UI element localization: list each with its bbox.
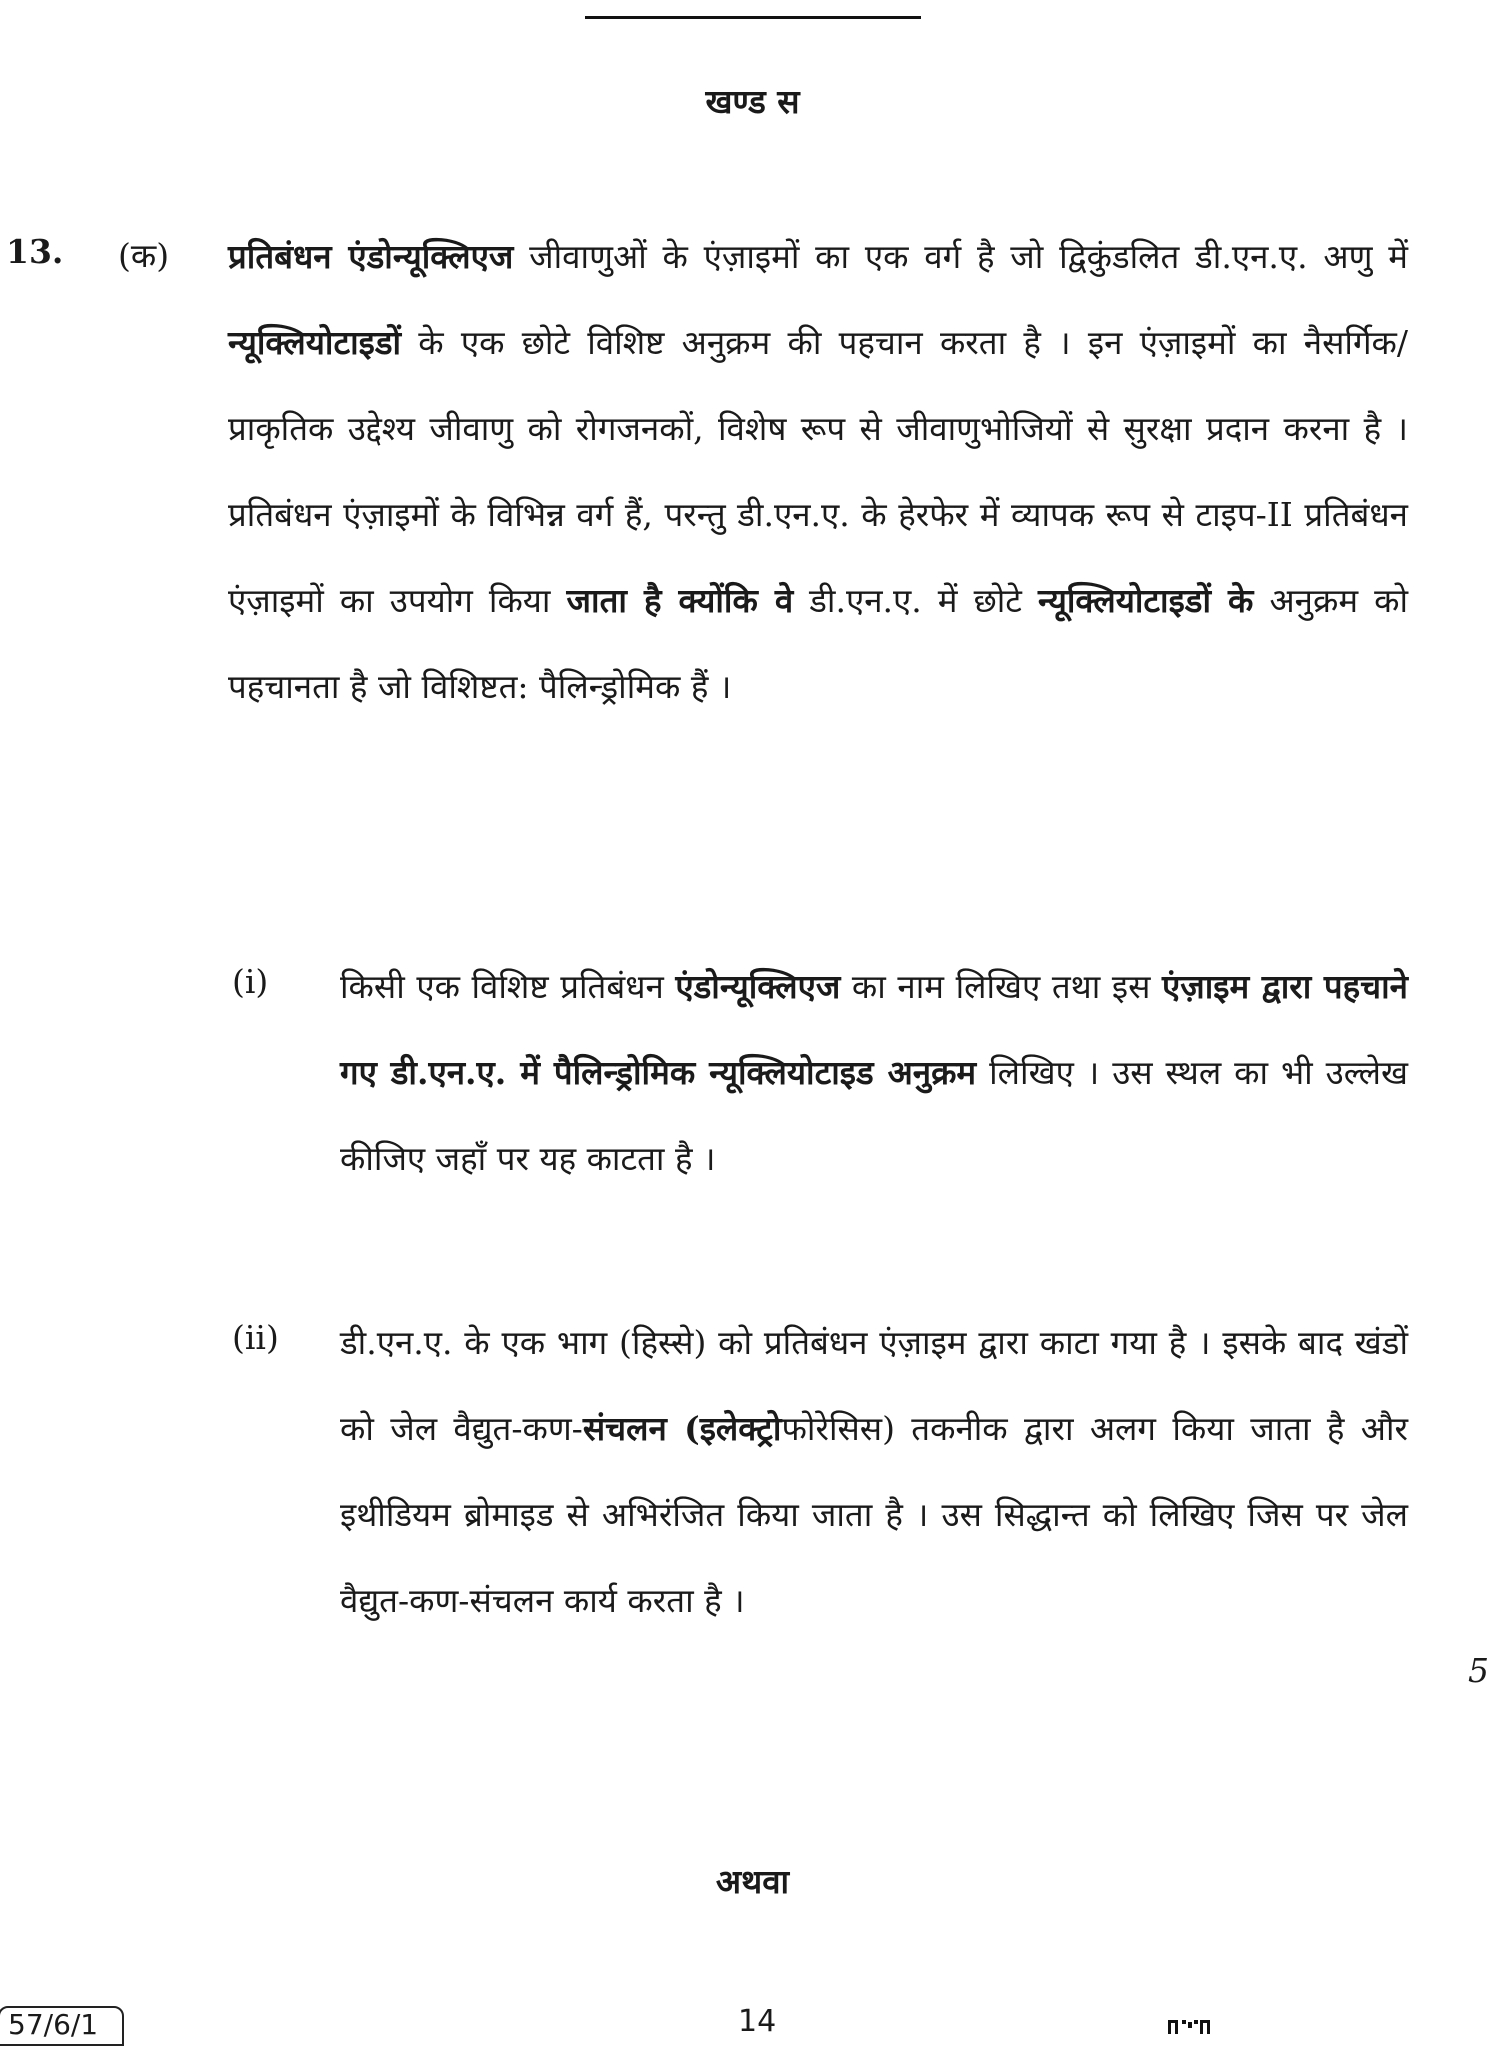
text-segment: लिखिए । उस स्थल का भी उल्लेख कीजिए जहाँ पर यह काटता है ।	[340, 1053, 1408, 1178]
paper-code-tab: 57/6/1	[0, 2006, 124, 2046]
text-segment: अनुक्रम को पहचानता है जो विशिष्टत: पैलिन्ड्रोमिक हैं ।	[228, 581, 1409, 706]
or-heading: अथवा	[715, 1862, 790, 1901]
top-rule-divider	[585, 16, 921, 19]
text-segment: का नाम लिखिए तथा इस	[840, 967, 1162, 1006]
text-segment: फोरेसिस) तकनीक द्वारा अलग किया जाता है और इथीडियम ब्रोमाइड से अभिरंजित किया जाता है । उस सिद्धान्त को लिखिए जिस पर जेल वैद्युत-कण-संचलन कार्य करता है ।	[340, 1409, 1408, 1620]
subquestion-i-text	[340, 944, 1408, 1202]
question-marks: 5	[1468, 1651, 1489, 1690]
text-segment: किसी एक विशिष्ट प्रतिबंधन	[340, 967, 676, 1006]
text-segment: जाता है क्योंकि वे	[566, 581, 794, 620]
question-part-label: (क)	[118, 236, 170, 275]
section-title: खण्ड स	[705, 82, 800, 121]
subquestion-ii-label: (ii)	[232, 1318, 279, 1357]
text-segment: डी.एन.ए. के एक भाग (हिस्से) को प्रतिबंधन एंज़ाइम द्वारा काटा गया है । इसके बाद खंडों को जेल वैद्युत-कण-	[340, 1323, 1408, 1448]
text-segment: जीवाणुओं के एंज़ाइमों का एक वर्ग है जो द्विकुंडलित डी.एन.ए. अणु में	[513, 237, 1409, 276]
text-segment: एंडोन्यूक्लिएज	[675, 967, 841, 1006]
question-paragraph	[228, 214, 1408, 730]
question-number: 13.	[6, 232, 64, 271]
text-segment: के एक छोटे विशिष्ट अनुक्रम की पहचान करता है । इन एंज़ाइमों का नैसर्गिक/प्राकृतिक उद्देश्य जीवाणु को रोगजनकों, विशेष रूप से जीवाणुभोजियों से सुरक्षा प्रदान करना है । प्रतिबंधन एंज़ाइमों के विभिन्न वर्ग हैं, परन्तु डी.एन.ए. के हेरफेर में व्यापक रूप से टाइप-II प्रतिबंधन एंज़ाइमों का उपयोग किया	[228, 323, 1408, 620]
text-segment: एंज़ाइम द्वारा पहचाने गए डी.एन.ए. में पैलिन्ड्रोमिक न्यूक्लियोटाइड अनुक्रम	[340, 967, 1408, 1092]
text-segment: संचलन (इलेक्ट्रो	[582, 1409, 782, 1448]
text-segment: न्यूक्लियोटाइडों	[228, 323, 402, 362]
page-number: 14	[738, 2004, 777, 2039]
text-segment: न्यूक्लियोटाइडों के	[1037, 581, 1254, 620]
text-segment: प्रतिबंधन एंडोन्यूक्लिएज	[228, 237, 514, 276]
text-segment: डी.एन.ए. में छोटे	[793, 581, 1038, 620]
subquestion-ii-text	[340, 1300, 1408, 1644]
subquestion-i-label: (i)	[232, 962, 269, 1001]
qr-code-icon	[1168, 2020, 1210, 2034]
